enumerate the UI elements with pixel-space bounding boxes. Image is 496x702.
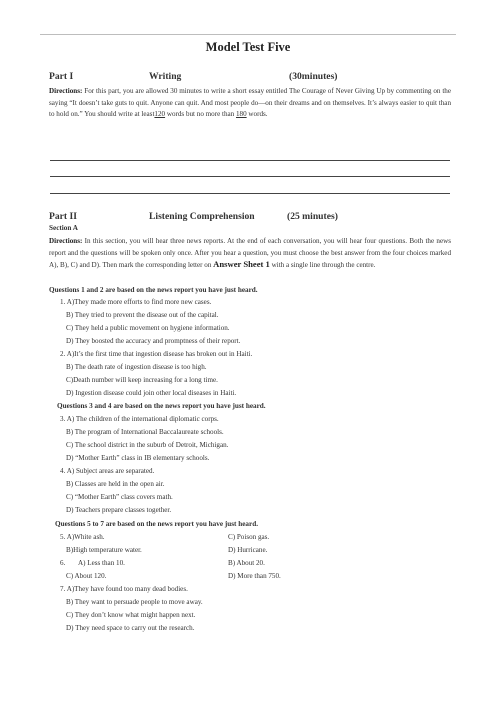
part1-directions-label: Directions: (49, 87, 83, 95)
question-group-1-heading: Questions 1 and 2 are based on the news report you have just heard. (49, 286, 258, 294)
q1-option-a: 1. A)They made more efforts to find more new cases. (60, 298, 212, 306)
q7-option-c: C) They don’t know what might happen next. (66, 611, 196, 619)
q1-option-d: D) They boosted the accuracy and promptness of their report. (66, 337, 241, 345)
part2-directions-label: Directions: (49, 237, 83, 245)
q2-option-d: D) Ingestion disease could join other local diseases in Haiti. (66, 389, 237, 397)
part1-directions-mid: words but no more than (165, 110, 236, 119)
q4-option-a: 4. A) Subject areas are separated. (60, 467, 155, 475)
part1-time: (30minutes) (289, 71, 338, 82)
q6-option-a: A) Less than 10. (78, 559, 125, 567)
q4-option-b: B) Classes are held in the open air. (66, 480, 165, 488)
part1-directions-end: words. (246, 110, 268, 119)
page-title: Model Test Five (205, 40, 291, 54)
part1-label: Part I (49, 71, 74, 82)
part2-directions-tail: with a single line through the centre. (269, 261, 376, 270)
answer-line-1 (50, 160, 450, 161)
q5-option-d: D) Hurricane. (228, 546, 268, 554)
part2-directions-text: In this section, you will hear three news reports. At the end of each conversation, you will hear four questions. Both the news report and the questions will be spoken only once. After you hear a question, you must choose the best answer from the four choices marked A), B), C) and D). Then mark the corresponding letter on (49, 237, 451, 270)
answer-line-2 (50, 176, 450, 177)
q6-number: 6. (60, 559, 66, 567)
part1-name: Writing (149, 71, 182, 82)
q2-option-a: 2. A)It’s the first time that ingestion disease has broken out in Haiti. (60, 350, 253, 358)
max-words: 180 (236, 110, 247, 119)
question-group-2-heading: Questions 3 and 4 are based on the news report you have just heard. (57, 402, 266, 410)
part1-directions (49, 86, 451, 121)
part2-label: Part II (49, 211, 77, 222)
min-words: 120 (154, 110, 166, 119)
q6-option-d: D) More than 750. (228, 572, 281, 580)
q3-option-d: D) “Mother Earth” class in IB elementary schools. (66, 454, 210, 462)
q4-option-d: D) Teachers prepare classes together. (66, 506, 172, 514)
q7-option-b: B) They want to persuade people to move away. (66, 598, 203, 606)
part1-directions-pre: For this part, you are allowed 30 minutes to write a short essay entitled The Courage of Never Giving Up by commenting on the saying “It doesn’t take guts to quit. Anyone can quit. And most people do—on their dreams and on themselves. It’s always easier to quit than to hold on.” You should write at least (49, 87, 451, 119)
q5-option-a: 5. A)White ash. (60, 533, 105, 541)
q6-option-c: C) About 120. (66, 572, 107, 580)
q3-option-c: C) The school district in the suburb of Detroit, Michigan. (66, 441, 229, 449)
part2-directions (49, 236, 451, 272)
q5-option-b: B)High temperature water. (66, 546, 142, 554)
q3-option-a: 3. A) The children of the international diplomatic corps. (60, 415, 219, 423)
part2-name: Listening Comprehension (149, 211, 255, 222)
q7-option-d: D) They need space to carry out the research. (66, 624, 195, 632)
answer-sheet-label: Answer Sheet 1 (213, 259, 270, 270)
q3-option-b: B) The program of International Baccalaureate schools. (66, 428, 224, 436)
section-a-label: Section A (49, 224, 78, 232)
question-group-3-heading: Questions 5 to 7 are based on the news report you have just heard. (55, 520, 258, 528)
q4-option-c: C) “Mother Earth” class covers math. (66, 493, 173, 501)
part2-time: (25 minutes) (287, 211, 338, 222)
q5-option-c: C) Poison gas. (228, 533, 270, 541)
q7-option-a: 7. A)They have found too many dead bodies. (60, 585, 188, 593)
q2-option-b: B) The death rate of ingestion disease is too high. (66, 363, 207, 371)
answer-line-3 (50, 193, 450, 194)
q1-option-c: C) They held a public movement on hygiene information. (66, 324, 230, 332)
q1-option-b: B) They tried to prevent the disease out of the capital. (66, 311, 219, 319)
header-rule (40, 34, 456, 35)
q2-option-c: C)Death number will keep increasing for a long time. (66, 376, 218, 384)
q6-option-b: B) About 20. (228, 559, 265, 567)
